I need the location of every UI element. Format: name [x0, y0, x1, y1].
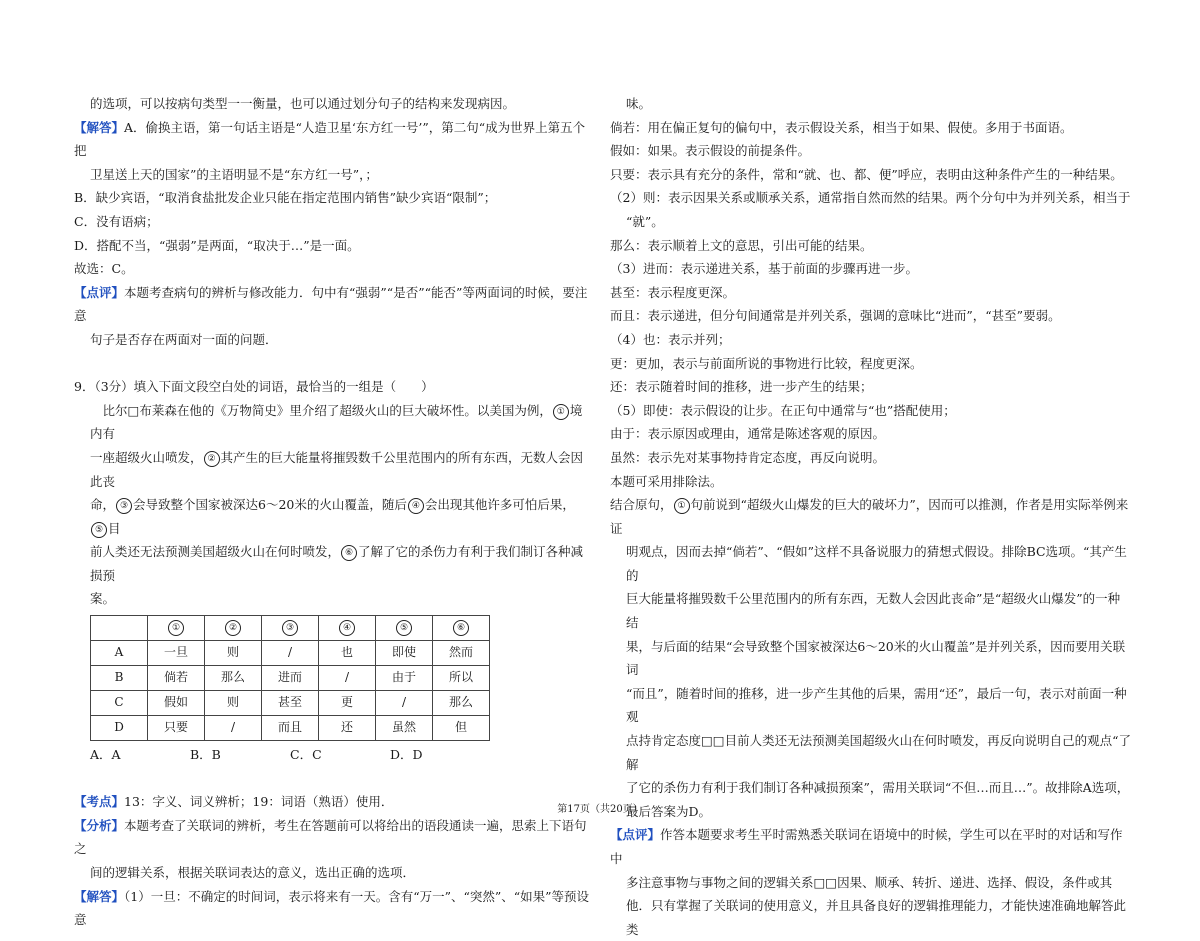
- text-line: 故选：C。: [74, 261, 134, 277]
- text-line: 假如：如果。表示假设的前提条件。: [610, 143, 811, 159]
- table-cell: 进而: [262, 666, 319, 691]
- options-table: [90, 615, 490, 741]
- table-cell: D: [91, 716, 148, 741]
- table-cell: 但: [433, 716, 490, 741]
- table-cell: ⑤: [376, 616, 433, 641]
- text-line: A．偷换主语，第一句话主语是“人造卫星‘东方红一号’”，第二句“成为世界上第五个把: [74, 119, 586, 159]
- kaodian-para: 【考点】13：字义、词义辨析；19：词语（熟语）使用．: [74, 794, 394, 810]
- table-cell: 由于: [376, 666, 433, 691]
- text-line: “就”。: [626, 213, 664, 229]
- text-line: 由于：表示原因或理由，通常是陈述客观的原因。: [610, 426, 886, 442]
- text-line: 明观点，因而去掉“倘若”、“假如”这样不具备说服力的猜想式假设。排除BC选项。“其产生的: [626, 544, 1127, 583]
- text-line: 味。: [626, 96, 652, 111]
- table-cell: 还: [319, 716, 376, 741]
- table-cell: /: [262, 641, 319, 666]
- text-line: B．缺少宾语，“取消食盐批发企业只能在指定范围内销售”缺少宾语“限制”；: [74, 190, 497, 206]
- comment-para: [74, 281, 592, 328]
- text-line: 多注意事物与事物之间的逻辑关系□□因果、顺承、转折、递进、选择、假设，条件或其: [626, 874, 1113, 890]
- text-line: 甚至：表示程度更深。: [610, 284, 736, 300]
- answer-para: 【解答】（1）一旦：不确定的时间词，表示将来有一天。含有“万一”、“突然”、“如果”等预设意: [74, 888, 590, 928]
- table-row: [91, 691, 490, 716]
- table-cell: 假如: [148, 691, 205, 716]
- text-line: 了它的杀伤力有利于我们制订各种减损预案”，需用关联词“不但…而且…”。故排除A选项，: [626, 780, 1130, 796]
- option-d: D．D: [390, 747, 423, 763]
- table-cell: 虽然: [376, 716, 433, 741]
- text-line: 巨大能量将摧毁数千公里范围内的所有东西，无数人会因此丧命”是“超级火山爆发”的一种结: [626, 591, 1121, 631]
- text-line: 更：更加，表示与前面所说的事物进行比较，程度更深。: [610, 355, 923, 371]
- table-cell: 那么: [433, 691, 490, 716]
- table-cell: 而且: [262, 716, 319, 741]
- table-cell: 只要: [148, 716, 205, 741]
- text-line: 虽然：表示先对某事物持肯定态度，再反向说明。: [610, 449, 886, 465]
- table-cell: ⑥: [433, 616, 490, 641]
- table-row: [91, 666, 490, 691]
- text-line: 的选项，可以按病句类型一一衡量，也可以通过划分句子的结构来发现病因。: [90, 96, 516, 111]
- text-line: 本题可采用排除法。: [610, 473, 723, 489]
- table-cell: 即使: [376, 641, 433, 666]
- answer-tag: 【解答】: [74, 888, 125, 904]
- table-cell: C: [91, 691, 148, 716]
- circled-mark: ⑤: [91, 522, 107, 538]
- comment-para: 【点评】作答本题要求考生平时需熟悉关联词在语境中的时候，学生可以在平时的对话和写作中: [610, 827, 1123, 866]
- table-cell: A: [91, 641, 148, 666]
- text-line: 间的逻辑关系，根据关联词表达的意义，选出正确的选项．: [90, 865, 416, 881]
- text-line: 他．只有掌握了关联词的使用意义，并且具备良好的逻辑推理能力，才能快速准确地解答此类: [626, 898, 1127, 937]
- comment-tag: 【点评】: [74, 284, 125, 300]
- option-a: A．A: [90, 747, 121, 763]
- text-line: （4）也：表示并列；: [610, 331, 731, 347]
- text-line: 果，与后面的结果“会导致整个国家被深达6～20米的火山覆盖”是并列关系，因而要用关联词: [626, 638, 1126, 678]
- table-cell: 所以: [433, 666, 490, 691]
- table-cell: 更: [319, 691, 376, 716]
- text-line: （5）即使：表示假设的让步。在正句中通常与“也”搭配使用；: [610, 402, 956, 418]
- table-cell: ①: [148, 616, 205, 641]
- table-cell: /: [319, 666, 376, 691]
- text-line: 点持肯定态度□□目前人类还无法预测美国超级火山在何时喷发，再反向说明自己的观点“了解: [626, 733, 1132, 772]
- text-line: 只要：表示具有充分的条件，常和“就、也、都、便”呼应，表明由这种条件产生的一种结果。: [610, 166, 1123, 182]
- circled-mark: ④: [408, 498, 424, 514]
- table-cell: 则: [205, 691, 262, 716]
- passage-line: 一座超级火山喷发， ② 其产生的巨大能量将摧毁数千公里范围内的所有东西，无数人会因此丧: [90, 449, 584, 489]
- kaodian-tag: 【考点】: [74, 794, 125, 810]
- circled-mark: ①: [674, 498, 690, 514]
- table-cell: ③: [262, 616, 319, 641]
- passage-line: 比尔□布莱森在他的《万物简史》里介绍了超级火山的巨大破坏性。以美国为例， ① 境内有: [90, 402, 583, 442]
- table-cell: 则: [205, 641, 262, 666]
- passage-line: 案。: [90, 591, 116, 607]
- page-footer: 第17页（共20页）: [557, 804, 643, 815]
- circled-mark: ②: [204, 451, 220, 467]
- table-cell: B: [91, 666, 148, 691]
- passage-line: 前人类还无法预测美国超级火山在何时喷发， ⑥ 了解了它的杀伤力有利于我们制订各种减损预: [90, 544, 584, 583]
- option-b: B．B: [190, 747, 221, 763]
- table-cell: 也: [319, 641, 376, 666]
- text-line: （3）进而：表示递进关系，基于前面的步骤再进一步。: [610, 261, 918, 277]
- text-line: 卫星送上天的国家”的主语明显不是“东方红一号”，；: [90, 166, 378, 182]
- text-line: D．搭配不当，“强弱”是两面，“取决于…”是一面。: [74, 237, 360, 253]
- text-line: （2）则：表示因果关系或顺承关系，通常指自然而然的结果。两个分句中为并列关系，相当于: [610, 190, 1131, 206]
- text-line: 而且：表示递进，但分句间通常是并列关系，强调的意味比“进而”，“甚至”要弱。: [610, 308, 1061, 324]
- circled-mark: ⑥: [341, 545, 357, 561]
- text-line: 倘若：用在偏正复句的偏句中，表示假设关系，相当于如果、假使。多用于书面语。: [610, 119, 1073, 135]
- table-cell: /: [205, 716, 262, 741]
- circled-mark: ③: [116, 498, 132, 514]
- option-c: C．C: [290, 747, 322, 763]
- text-line: 句子是否存在两面对一面的问题．: [90, 331, 278, 347]
- text-line: “而且”，随着时间的推移，进一步产生其他的后果，需用“还”，最后一句，表示对前面一种观: [626, 685, 1127, 725]
- comment-tag: 【点评】: [610, 827, 661, 843]
- question-title: 9．（3分）填入下面文段空白处的词语，最恰当的一组是（ ）: [74, 379, 434, 395]
- answer-tag: 【解答】: [74, 119, 125, 135]
- table-cell: 那么: [205, 666, 262, 691]
- table-cell: 甚至: [262, 691, 319, 716]
- table-cell: ④: [319, 616, 376, 641]
- table-cell: 倘若: [148, 666, 205, 691]
- text-line: 那么：表示顺着上文的意思，引出可能的结果。: [610, 237, 873, 253]
- circled-mark: ①: [553, 404, 569, 420]
- text-line: 本题考查病句的辨析与修改能力．句中有“强弱”“是否”“能否”等两面词的时候，要注意: [74, 284, 588, 324]
- analysis-tag: 【分析】: [74, 817, 125, 833]
- table-cell: [91, 616, 148, 641]
- passage-line: 命， ③ 会导致整个国家被深达6～20米的火山覆盖，随后 ④ 会出现其他许多可怕后果，⑤ 目: [90, 497, 575, 536]
- table-row: [91, 716, 490, 741]
- text-line: 结合原句， ① 句前说到“超级火山爆发的巨大的破坏力”，因而可以推测，作者是用实际举例来证: [610, 497, 1129, 536]
- table-cell: /: [376, 691, 433, 716]
- text-line: C．没有语病；: [74, 213, 159, 229]
- table-row: [91, 641, 490, 666]
- analysis-para: 【分析】本题考查了关联词的辨析，考生在答题前可以将给出的语段通读一遍，思索上下语句之: [74, 817, 587, 857]
- text-line: 最后答案为D。: [626, 803, 712, 819]
- table-cell: ②: [205, 616, 262, 641]
- answer-options: [74, 743, 592, 767]
- text-line: 还：表示随着时间的推移，进一步产生的结果；: [610, 379, 873, 395]
- table-cell: 一旦: [148, 641, 205, 666]
- table-cell: 然而: [433, 641, 490, 666]
- table-header-row: [91, 616, 490, 641]
- answer-para: [74, 116, 592, 163]
